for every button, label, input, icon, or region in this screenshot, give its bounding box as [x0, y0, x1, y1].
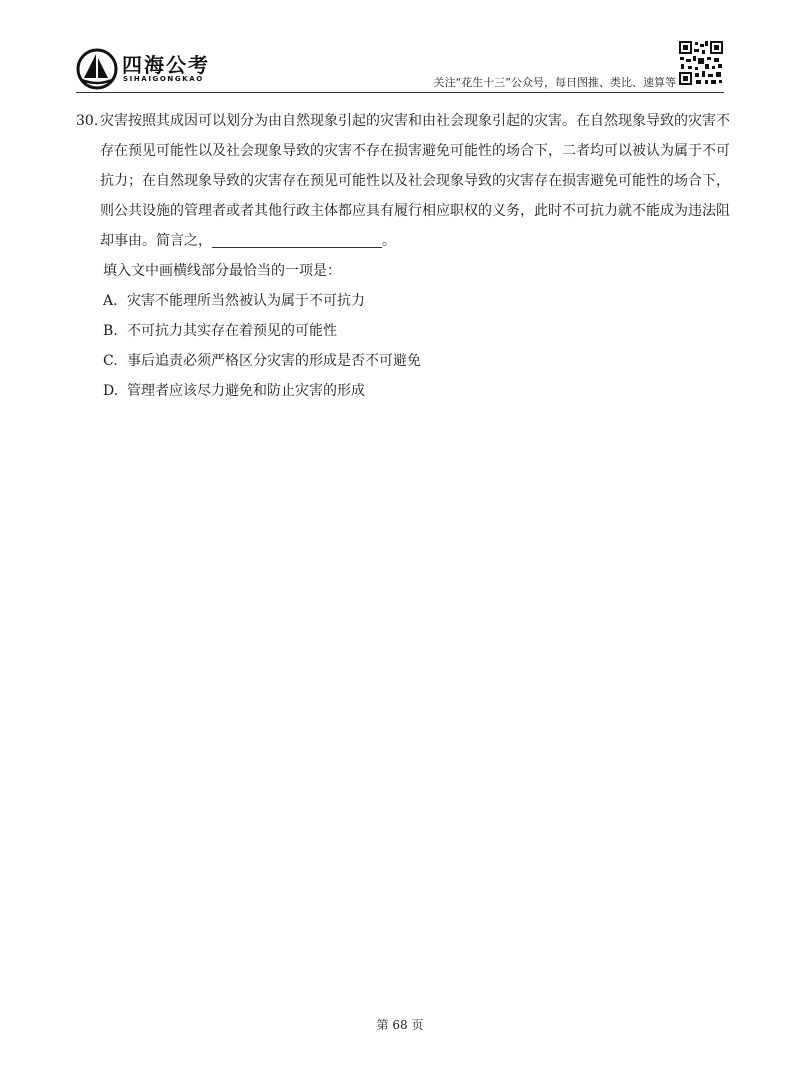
- option-letter: B.: [103, 323, 118, 339]
- brand-name: 四海公考: [122, 53, 210, 77]
- brand-name-latin: SIHAIGONGKAO: [123, 75, 204, 83]
- option-text: 事后追责必须严格区分灾害的形成是否不可避免: [127, 353, 421, 369]
- option-letter: C.: [103, 353, 118, 369]
- page-header: [0, 0, 800, 95]
- question-text: [100, 106, 730, 256]
- option-text: 灾害不能理所当然被认为属于不可抗力: [127, 293, 365, 309]
- header-divider: [76, 92, 724, 93]
- option-letter: D.: [103, 383, 119, 399]
- sail-logo-icon: [76, 48, 118, 90]
- question-stem: [76, 106, 736, 256]
- option-letter: A.: [103, 293, 118, 309]
- option-b: [103, 316, 736, 346]
- stem-text-end: 。: [382, 233, 396, 249]
- brand-logo: [76, 48, 236, 92]
- option-a: [103, 286, 736, 316]
- question-prompt: 填入文中画横线部分最恰当的一项是：: [103, 263, 341, 279]
- follow-notice: 关注“花生十三”公众号，每日图推、类比、速算等: [433, 76, 676, 89]
- option-d: [103, 376, 736, 406]
- stem-text: 灾害按照其成因可以划分为由自然现象引起的灾害和由社会现象引起的灾害。在自然现象导致的灾害不存在预见可能性以及社会现象导致的灾害不存在损害避免可能性的场合下，二者均可以被认为属于不可抗力；在自然现象导致的灾害存在预见可能性以及社会现象导致的灾害存在损害避免可能性的场合下，则公共设施的管理者或者其他行政主体都应具有履行相应职权的义务，此时不可抗力就不能成为违法阻却事由。简言之，: [100, 113, 730, 249]
- option-text: 管理者应该尽力避免和防止灾害的形成: [127, 383, 365, 399]
- question-number: 30.: [76, 113, 99, 129]
- page-number: 第 68 页: [376, 1018, 424, 1032]
- qr-code-icon: [678, 40, 724, 86]
- question-30: [76, 106, 736, 406]
- option-c: [103, 346, 736, 376]
- option-text: 不可抗力其实存在着预见的可能性: [127, 323, 337, 339]
- answer-blank: [212, 231, 382, 248]
